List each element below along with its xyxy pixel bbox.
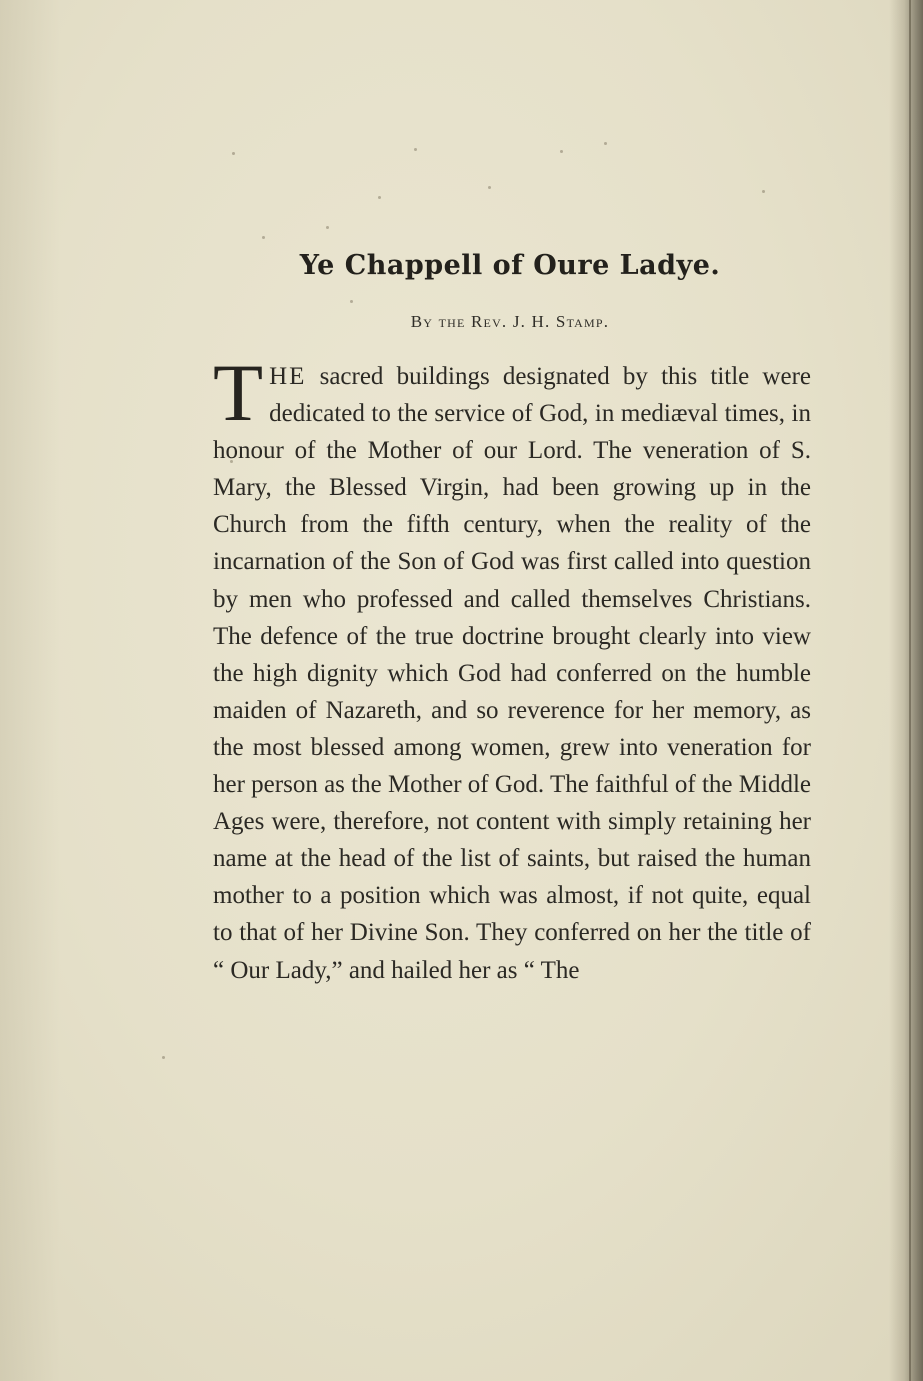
binding-shadow [889, 0, 923, 1381]
drop-cap: T [213, 347, 264, 438]
article-body [213, 347, 811, 989]
article-byline: By the Rev. J. H. Stamp. [410, 312, 610, 331]
lead-word: HE [269, 363, 307, 390]
binding-edge [909, 0, 911, 1381]
article-title: Ye Chappell of Oure Ladye. [299, 250, 721, 281]
page-edge-shade [0, 0, 60, 1381]
body-paragraph: sacred buildings designated by this title were dedicated to the service of God, in mediæval times, in honour of the Mother of our Lord. The veneration of S. Mary, the Blessed Virgin, had been growing up in the Church from the fifth century, when the reality of the incarnation of the Son of God was first called into question by men who professed and called themselves Christians. The defence of the true doctrine brought clearly into view the high dignity which God had conferred on the humble maiden of Nazareth, and so reverence for her memory, as the most blessed among women, grew into veneration for her person as the Mother of God. The faithful of the Middle Ages were, therefore, not content with simply retaining her name at the head of the list of saints, but raised the human mother to a position which was almost, if not quite, equal to that of her Divine Son. They conferred on her the title of “ Our Lady,” and hailed her as “ The [213, 363, 811, 984]
